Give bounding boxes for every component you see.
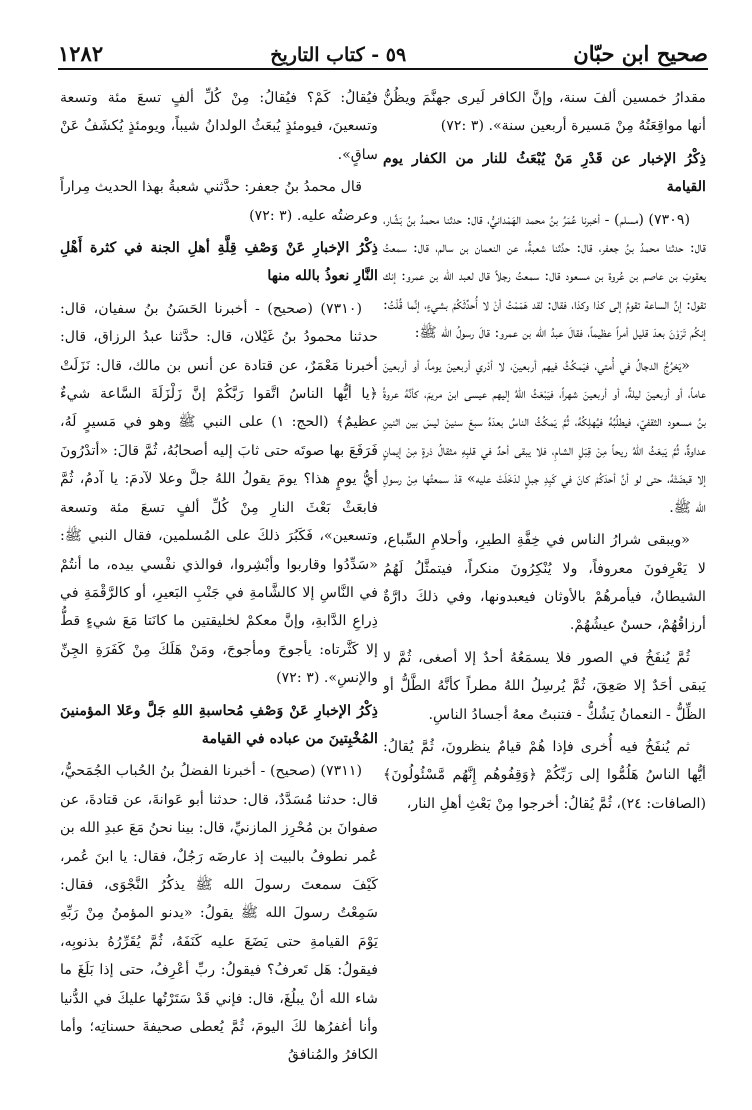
book-title: صحيح ابن حبّان xyxy=(573,41,708,66)
page-header xyxy=(58,32,708,66)
paragraph: «يَخرُجُ الدجالُ في أُمتي، فيَمكُثُ فيهم أربعينَ، لا أدْري أربعينَ يوماً، أو أربعينَ عاماً، أو أربعينَ ليلةً، أو أربعينَ شهراً، فيَبْعَثُ اللهُ إليهم عيسى ابنَ مريمَ، كأنَّهُ عروةُ بنُ مسعود الثقفيّ، فيطلُبُهُ فيُهلِكُهُ، ثُمَّ يَمكُثُ الناسُ بعدَهُ سبعَ سنينَ ليسَ بين اثنينِ عداوةٌ، ثُمَّ يَبعَثُ اللهُ ريحاً مِنْ قِبَلِ الشامِ، فلا يبقى أحدٌ في قلبِهِ مثقالُ ذرةٍ مِنْ إيمانٍ إلا قبضَتْهُ، حتى لو أنَّ أحدَكُمْ كانَ في كَبِدِ جبلٍ لدَخَلَتْ عليه» قدْ سمعتُها مِنْ رسولِ الله ﷺ. xyxy=(383,357,706,516)
section-heading: ذِكْرُ الإخبار عن قَدْرِ مَنْ يُبْعَثُ للنار من الكفار يوم القيامة xyxy=(383,150,706,196)
hadith-chain: (٧٣٠٩) (مسلم) - أخبرنا عُمَرُ بنُ محمد الهَمْدانيُّ، قال: حدثنا محمدُ بنُ بَشَّار، قال: حدثنا محمدُ بنُ جعفر، قال: حدَّثنا شعبةُ، عن النعمان بن سالم، قال: سمعتُ يعقوبَ بن عاصم بن عُروة بن مسعود قال: سمعتُ رجلاً قال لعبد الله بن عمرو: إنك تقول: إنَّ الساعة تقومُ إلى كذا وكذا، فقال: لقد هَمَمْتُ أنْ لا أُحدِّثَكُمْ بشيءٍ، إنَّما قُلْتُ: إنكُم تَرَوْنَ بعدَ قليل أمراً عظيماً، فقالَ عبدُ الله بن عمرو: قالَ رسولُ الله ﷺ: xyxy=(383,211,706,342)
right-column xyxy=(383,84,706,1094)
chapter-title: ٥٩ - كتاب التاريخ xyxy=(270,44,407,66)
paragraph: فيُقالُ: كَمْ؟ فيُقالُ: مِنْ كُلِّ ألفٍ تسعَ مئة وتسعة وتسعينَ، فيومئذٍ يُبعَثُ الولدانُ شيباً، ويومئذٍ يُكشَفُ عَنْ ساقٍ». xyxy=(60,90,378,163)
paragraph: مقدارُ خمسين ألفَ سنة، وإنَّ الكافر لَيرى جهنَّمَ ويظُنُّ أنها مواقِعَتُهُ مِنْ مَسيرة أربعين سنة». (٣ :٧٢) xyxy=(383,90,706,135)
paragraph: ثُمَّ يُنفَخُ في الصور فلا يسمَعُهُ أحدٌ إلا أصغى، ثُمَّ لا يَبقى أحَدٌ إلا صَعِقَ، ثُمَّ يُرسِلُ اللهُ مطراً كأنَّهُ الطَّلُّ أو الظِّلُّ - النعمانُ يَشُكُّ - فتنبتُ معهُ أجسادُ الناسِ. xyxy=(383,649,706,723)
paragraph: قال محمدُ بنُ جعفر: حدَّثني شعبةُ بهذا الحديث مِراراً وعرضتُه عليه. (٣ :٧٢) xyxy=(60,179,378,224)
paragraph: ثم يُنفَخُ فيه أُخرى فإذا هُمْ قيامٌ ينظرونَ، ثُمَّ يُقالُ: أيُّها الناسُ هَلُمُّوا إلى رَبِّكُمْ ﴿وَقِفُوهُم إِنَّهُم مَّسْئُولُونَ﴾ (الصافات: ٢٤)، ثُمَّ يُقالُ: أخرجوا مِنْ بَعْثِ أهلِ النار، xyxy=(383,738,706,812)
left-column xyxy=(60,84,378,1094)
page-number: ١٢٨٢ xyxy=(58,41,104,66)
section-heading: ذِكْرُ الإخبارِ عَنْ وَصْفِ مُحاسبةِ اللهِ جَلَّ وعَلا المؤمنينَ المُخْبِتينَ من عباده في القيامة xyxy=(60,702,378,747)
hadith-chain: (٧٣١١) (صحيح) - أخبرنا الفضلُ بنُ الحُباب الجُمَحيُّ، قال: حدثنا مُسَدَّدٌ، قال: حدثنا أبو عَوانةَ، عن قتادةَ، عن صفوانَ بن مُحْرِز المازنيِّ، قال: بينا نحنُ مَعَ عبدِ الله بن عُمر نطوفُ بالبيت إذ عارضَه رَجُلٌ، فقال: يا ابنَ عُمر، كَيْفَ سمعتَ رسولَ الله ﷺ يذكُرُ النَّجْوَى، فقال: سَمِعْتُ رسولَ الله ﷺ يقولُ: «يدنو المؤمنُ مِنْ رَبِّهِ يَوْمَ القيامةِ حتى يَضَعَ عليه كَنَفَهُ، ثُمَّ يُقَرِّرُهُ بذنوبِه، فيقولُ: هَل تَعرفُ؟ فيقولُ: ربِّ أعْرِفُ، حتى إذا بَلَغَ ما شاء الله أنْ يبلُغَ، قال: فإني قَدْ سَتَرْتُها عليكَ في الدُّنيا وأنا أغفرُها لكَ اليومَ، ثُمَّ يُعطى صحيفةَ حسناتِه؛ وأما الكافرُ والمُنافقُ xyxy=(60,763,378,1064)
paragraph: «ويبقى شرارُ الناس في خِفَّةِ الطيرِ، وأحلامِ السِّباع، لا يَعْرِفونَ معروفاً، ولا يُنْكِرُونَ منكراً، فيتمثَّلُ لَهُمُ الشيطانُ، فيأمرهُمْ بالأوثان فيعبدونها، وفي ذلكَ دارَّةٌ أرزاقُهُمْ، حسنٌ عيشُهُمْ. xyxy=(383,532,706,634)
section-heading: ذِكْرُ الإخبارِ عَنْ وَصْفِ قِلَّةِ أهلِ الجنة في كثرة أَهْلِ النَّارِ نعوذُ بالله منها xyxy=(60,240,378,285)
hadith-chain: (٧٣١٠) (صحيح) - أخبرنا الحَسَنُ بنُ سفيان، قال: حدثنا محمودُ بنُ غَيْلان، قال: حدَّثنا عبدُ الرزاق، قال: أخبرنا مَعْمَرٌ، عن قتادة عن أنس بن مالك، قال: نَزَلَتْ ﴿يا أيُّها الناسُ اتَّقوا رَبَّكُمْ إنَّ زَلْزَلَةَ السَّاعة شيءٌ عظيمٌ﴾ (الحج: ١) على النبي ﷺ وهو في مَسيرٍ لَهُ، فَرَفَعَ بها صوتَه حتى ثابَ إليه أصحابُهُ، ثُمَّ قالَ: «أتدْرُونَ أيُّ يومٍ هذا؟ يومَ يقولُ اللهُ جلَّ وعلا لآدمَ: يا آدمُ، ثُمَّ فابعَثْ بَعْثَ النارِ مِنْ كُلِّ ألفٍ تسعَ مئة وتسعة وتسعين»، فَكَبُرَ ذلكَ على المُسلمين، فقال النبي ﷺ: «سَدِّدُوا وقاربوا وأبْشِروا، فوالذي نفْسي بيده، ما أنتُمْ في النَّاسِ إلا كالشَّامةِ في جَنْبِ البَعيرِ، أو كالرَّقْمَةِ في ذِراعِ الدَّابةِ، وإنَّ معكمْ لخليقتين ما كانَتا مَعَ شيءٍ قطُّ إلا كَثَّرتاه: يأجوجَ ومأجوجَ، ومَنْ هَلَكَ مِنْ كَفَرَةِ الجِنِّ والإنسِ». (٣ :٧٢) xyxy=(60,300,378,687)
header-rule xyxy=(58,68,708,70)
